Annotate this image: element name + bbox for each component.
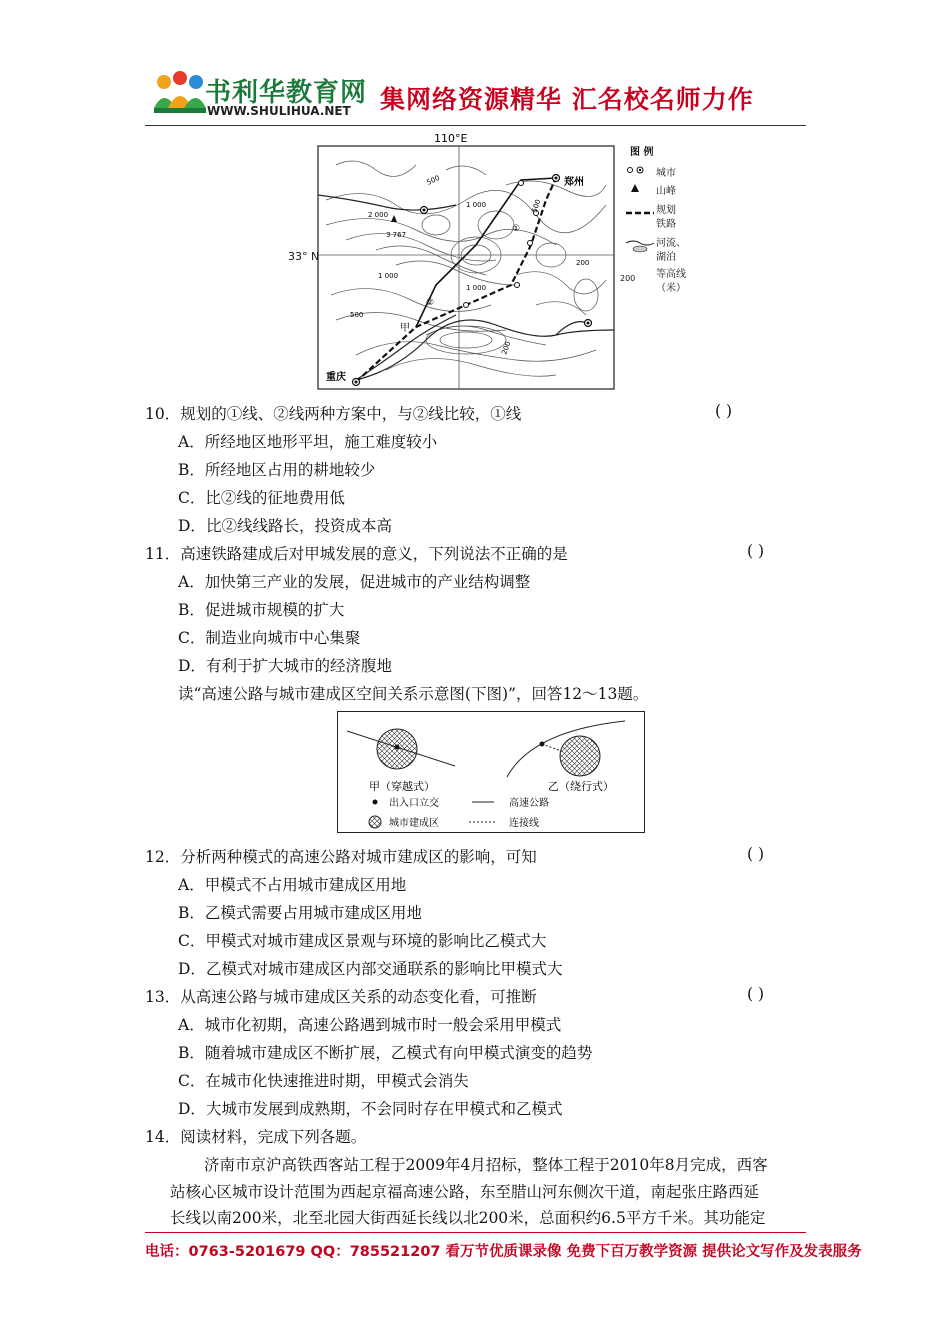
contour-label: 200 <box>576 259 590 267</box>
legend-railway-2: 铁路 <box>656 219 676 230</box>
city-label-chongqing: 重庆 <box>326 372 346 383</box>
city-label-jia: 甲 <box>400 323 410 334</box>
reading-intro: 读“高速公路与城市建成区空间关系示意图(下图)”，回答12～13题。 <box>178 685 649 703</box>
contour-label: 500 <box>530 198 543 214</box>
option: B．乙模式需要占用城市建成区用地 <box>178 904 422 922</box>
legend-title: 图 例 <box>630 147 654 158</box>
legend-interchange: 出入口立交 <box>389 798 439 809</box>
legend-contour-sample: 200 <box>620 274 636 283</box>
highway-city-diagram <box>337 711 645 833</box>
option: D．大城市发展到成熟期，不会同时存在甲模式和乙模式 <box>178 1100 563 1118</box>
question-number: 13． <box>145 988 181 1006</box>
question-text: 阅读材料，完成下列各题。 <box>180 1128 367 1146</box>
question-number: 10． <box>145 405 181 423</box>
question-text: 分析两种模式的高速公路对城市建成区的影响，可知 <box>180 848 537 866</box>
legend-contour-1: 等高线 <box>656 269 686 280</box>
label-yi-bypass: 乙（绕行式） <box>548 780 614 793</box>
option: A．城市化初期，高速公路遇到城市时一般会采用甲模式 <box>178 1016 562 1034</box>
railway-map-figure <box>316 132 616 390</box>
route-label-1: ① <box>512 224 521 234</box>
answer-paren[interactable]: ( ) <box>747 845 765 863</box>
legend-contour-2: （米） <box>656 283 686 294</box>
contour-label: 1 000 <box>466 284 487 292</box>
option: C．制造业向城市中心集聚 <box>178 629 361 647</box>
river-icon <box>626 239 654 253</box>
legend-highway: 高速公路 <box>509 798 549 809</box>
option: A．所经地区地形平坦，施工难度较小 <box>178 433 438 451</box>
option: B．促进城市规模的扩大 <box>178 601 345 619</box>
option: B．随着城市建成区不断扩展，乙模式有向甲模式演变的趋势 <box>178 1044 593 1062</box>
material-line: 站核心区城市设计范围为西起京福高速公路，东至腊山河东侧次干道，南起张庄路西延 <box>170 1183 760 1201</box>
site-name: 书利华教育网 <box>205 78 368 108</box>
option: B．所经地区占用的耕地较少 <box>178 461 376 479</box>
question-14 <box>145 1125 366 1147</box>
option: C．甲模式对城市建成区景观与环境的影响比乙模式大 <box>178 932 547 950</box>
answer-paren[interactable]: ( ) <box>747 985 765 1003</box>
contour-label: 1 000 <box>466 201 487 209</box>
answer-paren[interactable]: ( ) <box>747 542 765 560</box>
option: C．比②线的征地费用低 <box>178 489 345 507</box>
question-text: 规划的①线、②线两种方案中，与②线比较，①线 <box>180 405 522 423</box>
route-label-2: ② <box>426 298 435 308</box>
latitude-label: 33° N <box>288 250 320 263</box>
option: D．乙模式对城市建成区内部交通联系的影响比甲模式大 <box>178 960 563 978</box>
material-line: 长线以南200米，北至北园大街西延长线以北200米，总面积约6.5平方千米。其功能定 <box>170 1209 766 1227</box>
footer-contact: 电话：0763-5201679 QQ：785521207 看万节优质课录像 免费下百万教学资源 提供论文写作及发表服务 <box>145 1244 862 1260</box>
option: A．加快第三产业的发展，促进城市的产业结构调整 <box>178 573 531 591</box>
contour-label: 500 <box>425 173 441 187</box>
question-text: 从高速公路与城市建成区关系的动态变化看，可推断 <box>180 988 537 1006</box>
option: C．在城市化快速推进时期，甲模式会消失 <box>178 1072 469 1090</box>
map-legend <box>620 143 710 293</box>
label-jia-crossing: 甲（穿越式） <box>369 780 435 793</box>
legend-peak: 山峰 <box>656 186 676 197</box>
site-url[interactable]: WWW.SHULIHUA.NET <box>207 104 351 118</box>
contour-label: 2 000 <box>368 211 389 219</box>
option: D．有利于扩大城市的经济腹地 <box>178 657 392 675</box>
header-divider <box>145 125 806 126</box>
legend-builtup: 城市建成区 <box>389 818 439 829</box>
question-10 <box>145 402 521 424</box>
answer-paren[interactable]: ( ) <box>715 402 733 420</box>
question-text: 高速铁路建成后对甲城发展的意义，下列说法不正确的是 <box>180 545 568 563</box>
footer-divider <box>145 1232 806 1233</box>
question-12 <box>145 845 537 867</box>
longitude-label: 110°E <box>434 132 468 145</box>
question-11 <box>145 542 568 564</box>
contour-label: 200 <box>500 340 513 356</box>
legend-river-2: 湖泊 <box>656 252 676 263</box>
city-label-zhengzhou: 郑州 <box>564 177 584 188</box>
option: D．比②线线路长，投资成本高 <box>178 517 392 535</box>
contour-label: 500 <box>350 311 364 319</box>
contour-label: 1 000 <box>378 272 399 280</box>
header-slogan: 集网络资源精华 汇名校名师力作 <box>380 85 754 114</box>
peak-elevation-label: 3 767 <box>386 231 407 239</box>
legend-railway-1: 规划 <box>656 205 676 216</box>
question-number: 14． <box>145 1128 181 1146</box>
material-line: 济南市京沪高铁西客站工程于2009年4月招标，整体工程于2010年8月完成，西客 <box>204 1156 768 1174</box>
legend-river-1: 河流、 <box>656 238 686 249</box>
question-number: 12． <box>145 848 181 866</box>
legend-connector: 连接线 <box>509 818 539 829</box>
peak-icon <box>630 183 640 193</box>
option: A．甲模式不占用城市建成区用地 <box>178 876 407 894</box>
question-13 <box>145 985 537 1007</box>
question-number: 11． <box>145 545 181 563</box>
legend-city: 城市 <box>656 168 676 179</box>
